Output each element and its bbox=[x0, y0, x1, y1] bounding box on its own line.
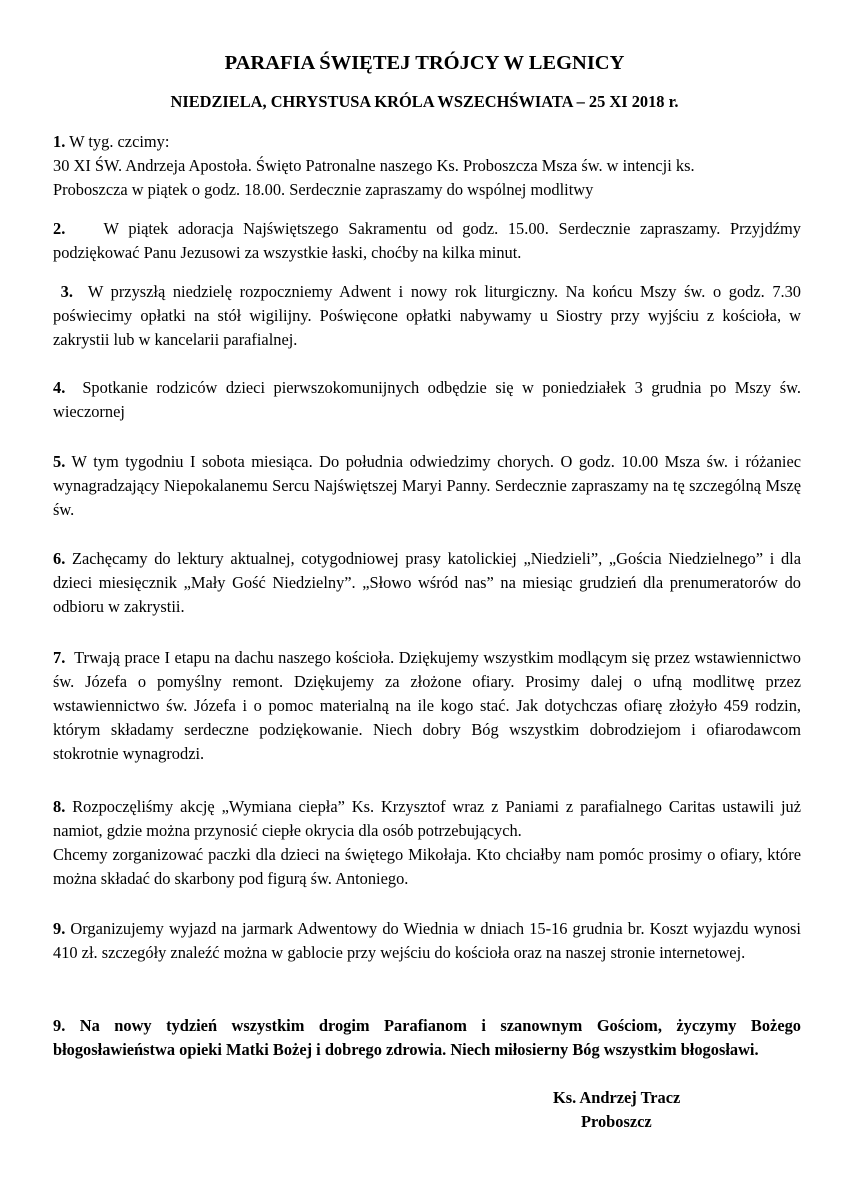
announcement-item-6 bbox=[53, 547, 801, 619]
item-number: 8. bbox=[53, 797, 66, 816]
item-line: W tyg. czcimy: bbox=[69, 132, 170, 151]
item-number: 4. bbox=[53, 378, 66, 397]
item-line: Proboszcza w piątek o godz. 18.00. Serdecznie zapraszamy do wspólnej modlitwy bbox=[53, 180, 594, 199]
item-text: Rozpoczęliśmy akcję „Wymiana ciepła” Ks. Krzysztof wraz z Paniami z parafialnego Caritas ustawili już namiot, gdzie można przynosić ciepłe okrycia dla osób potrzebujących. bbox=[53, 797, 801, 840]
item-text: Spotkanie rodziców dzieci pierwszokomunijnych odbędzie się w poniedziałek 3 grudnia po Mszy św. wieczornej bbox=[53, 378, 801, 421]
page-title: PARAFIA ŚWIĘTEJ TRÓJCY W LEGNICY bbox=[224, 52, 625, 74]
page-subtitle: NIEDZIELA, CHRYSTUSA KRÓLA WSZECHŚWIATA – 25 XI 2018 r. bbox=[170, 92, 679, 111]
item-text: Trwają prace I etapu na dachu naszego kościoła. Dziękujemy wszystkim modlącym się przez wstawiennictwo św. Józefa o pomyślny remont. Dziękujemy za złożone ofiary. Prosimy dalej o ufną modlitwę przez wstawiennictwo św. Józefa i o pomoc materialną na ile kogo stać. Jak dotychczas ofiarę złożyło 459 rodzin, którym składamy serdeczne podziękowanie. Niech dobry Bóg wszystkim dobrodziejom i ofiarodawcom stokrotnie wynagrodzi. bbox=[53, 648, 801, 763]
announcement-item-7 bbox=[53, 646, 801, 766]
item-number: 2. bbox=[53, 219, 66, 238]
announcement-item-9 bbox=[53, 917, 801, 965]
item-text: Zachęcamy do lektury aktualnej, cotygodniowej prasy katolickiej „Niedzieli”, „Gościa Niedzielnego” i dla dzieci miesięcznik „Mały Gość Niedzielny”. „Słowo wśród nas” na miesiąc grudzień dla prenumeratorów do odbioru w zakrystii. bbox=[53, 549, 801, 616]
item-text: W przyszłą niedzielę rozpoczniemy Adwent i nowy rok liturgiczny. Na końcu Mszy św. o godz. 7.30 poświecimy opłatki na stół wigilijny. Poświęcone opłatki nabywamy u Siostry przy wyjściu z kościoła, w zakrystii lub w kancelarii parafialnej. bbox=[53, 282, 802, 349]
signature-role: Proboszcz bbox=[581, 1112, 652, 1131]
item-text: W tym tygodniu I sobota miesiąca. Do południa odwiedzimy chorych. O godz. 10.00 Msza św. i różaniec wynagradzający Niepokalanemu Sercu Najświętszej Maryi Panny. Serdecznie zapraszamy na tę szczególną Mszę św. bbox=[53, 452, 801, 519]
signature-name: Ks. Andrzej Tracz bbox=[553, 1088, 681, 1107]
announcement-item-8 bbox=[53, 795, 801, 891]
item-text: Organizujemy wyjazd na jarmark Adwentowy do Wiednia w dniach 15-16 grudnia br. Koszt wyjazdu wynosi 410 zł. szczegóły znaleźć można w gablocie przy wejściu do kościoła oraz na naszej stronie internetowej. bbox=[53, 919, 801, 962]
item-number: 6. bbox=[53, 549, 66, 568]
item-text: W piątek adoracja Najświętszego Sakramentu od godz. 15.00. Serdecznie zapraszamy. Przyjdźmy podziękować Panu Jezusowi za wszystkie łaski, choćby na kilka minut. bbox=[53, 219, 801, 262]
announcement-item-3 bbox=[53, 280, 801, 352]
item-number: 5. bbox=[53, 452, 66, 471]
announcement-item-5 bbox=[53, 450, 801, 522]
item-number: 9. bbox=[53, 919, 66, 938]
announcement-item-2 bbox=[53, 217, 801, 265]
item-text-continued: Chcemy zorganizować paczki dla dzieci na świętego Mikołaja. Kto chciałby nam pomóc prosimy o ofiary, które można składać do skarbony pod figurą św. Antoniego. bbox=[53, 845, 801, 888]
item-number: 7. bbox=[53, 648, 66, 667]
item-number: 3. bbox=[60, 282, 73, 301]
item-line: 30 XI ŚW. Andrzeja Apostoła. Święto Patronalne naszego Ks. Proboszcza Msza św. w intencji ks. bbox=[53, 156, 695, 175]
closing-blessing: 9. Na nowy tydzień wszystkim drogim Parafianom i szanownym Gościom, życzymy Bożego błogosławieństwa opieki Matki Bożej i dobrego zdrowia. Niech miłosierny Bóg wszystkim błogosławi. bbox=[53, 1016, 801, 1059]
announcement-item-4 bbox=[53, 376, 801, 424]
item-number: 1. bbox=[53, 132, 66, 151]
announcement-item-1 bbox=[53, 130, 801, 202]
